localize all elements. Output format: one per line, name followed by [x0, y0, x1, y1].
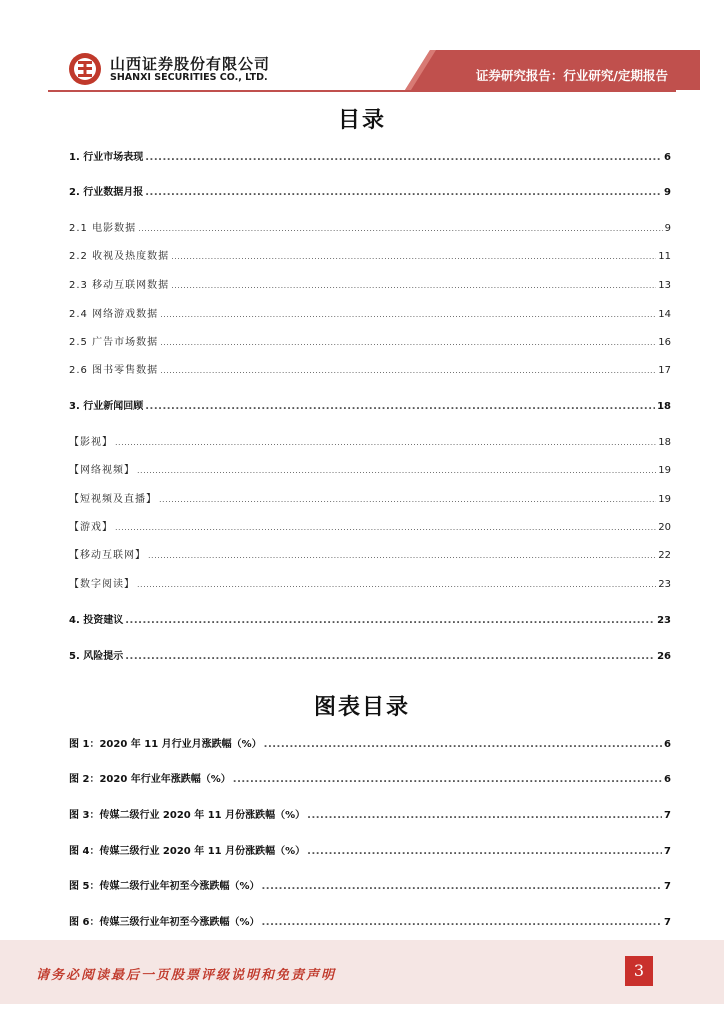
toc-entry[interactable]: 【数字阅读】 ..... 23 — [69, 578, 671, 592]
figure-list-title: 图表目录 — [313, 695, 410, 720]
toc-entry[interactable]: 【短视频及直播】 ..... 19 — [69, 493, 671, 507]
toc-entry[interactable]: 【影视】 ..... 18 — [69, 436, 671, 450]
disclaimer-notice: 请务必阅读最后一页股票评级说明和免责声明 — [36, 968, 337, 983]
toc-entry[interactable]: 3. 行业新闻回顾 ..... 18 — [69, 400, 671, 414]
toc-entry[interactable]: 【游戏】 ..... 20 — [69, 521, 671, 535]
toc-entry[interactable]: 【移动互联网】 ..... 22 — [69, 549, 671, 563]
page-footer — [0, 940, 724, 1004]
toc-entry[interactable]: 2.4 网络游戏数据 ..... 14 — [69, 308, 671, 322]
company-name-en: SHANXI SECURITIES CO., LTD. — [110, 72, 268, 83]
figure-entry[interactable]: 图 1：2020 年 11 月行业月涨跌幅（%） ..... 6 — [69, 738, 671, 752]
toc-title: 目录 — [337, 108, 386, 133]
toc-entry[interactable]: 2.2 收视及热度数据 ..... 11 — [69, 250, 671, 264]
figure-entry[interactable]: 图 2：2020 年行业年涨跌幅（%） ..... 6 — [69, 773, 671, 787]
company-name-cn: 山西证券股份有限公司 — [110, 55, 271, 73]
toc-entry[interactable]: 2.1 电影数据 ..... 9 — [69, 222, 671, 236]
toc-entry[interactable]: 2.3 移动互联网数据 ..... 13 — [69, 279, 671, 293]
toc-entry[interactable]: 【网络视频】 ..... 19 — [69, 464, 671, 478]
page-number-badge: 3 — [625, 956, 653, 986]
toc-entry[interactable]: 5. 风险提示 ..... 26 — [69, 650, 671, 664]
report-type: 证券研究报告：行业研究/定期报告 — [475, 68, 668, 83]
toc-entry[interactable]: 2. 行业数据月报 ..... 9 — [69, 186, 671, 200]
toc-entry[interactable]: 4. 投资建议 ..... 23 — [69, 614, 671, 628]
figure-entry[interactable]: 图 6：传媒三级行业年初至今涨跌幅（%） ..... 7 — [69, 916, 671, 930]
figure-entry[interactable]: 图 3：传媒二级行业 2020 年 11 月份涨跌幅（%） ..... 7 — [69, 809, 671, 823]
page-header — [0, 0, 724, 100]
figure-entry[interactable]: 图 5：传媒二级行业年初至今涨跌幅（%） ..... 7 — [69, 880, 671, 894]
toc-entry[interactable]: 1. 行业市场表现 ..... 6 — [69, 151, 671, 165]
header-divider — [48, 90, 676, 92]
toc-entry[interactable]: 2.6 图书零售数据 ..... 17 — [69, 364, 671, 378]
toc-entry[interactable]: 2.5 广告市场数据 ..... 16 — [69, 336, 671, 350]
company-logo-icon — [68, 52, 102, 86]
figure-entry[interactable]: 图 4：传媒三级行业 2020 年 11 月份涨跌幅（%） ..... 7 — [69, 845, 671, 859]
